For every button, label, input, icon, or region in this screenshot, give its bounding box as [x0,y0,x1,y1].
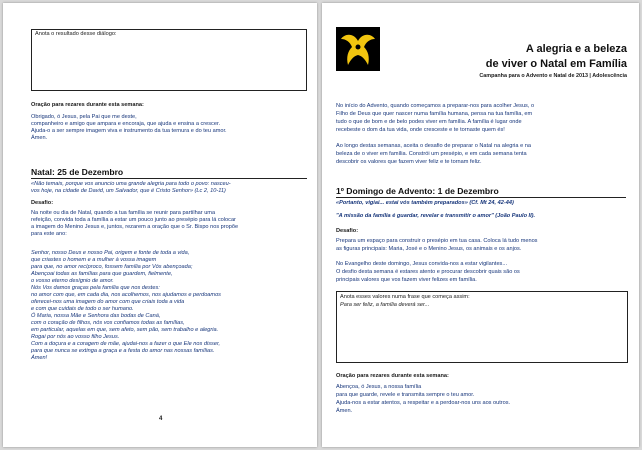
section-title: Natal: 25 de Dezembro [31,167,124,177]
prayer-line: em particular, aquelas em que, sem afeto, sem pão, sem trabalho e alegria. [31,327,219,333]
prayer-line: o vosso eterno desígnio de amor. [31,278,114,284]
prayer-line: Nós Vos damos graças pela família que nos destes: [31,285,160,291]
right-page [322,3,639,447]
quote-line: «Portanto, vigiai... estai vós também preparados» (Cf. Mt 24, 42-44) [336,200,514,206]
prayer-line: com o coração de filhos, nós vos confiamos todas as famílias, [31,320,185,326]
dialogue-notes-box[interactable] [31,29,307,91]
prayer-line: Ajuda-o a ser sempre imagem viva e instrumento da tua ternura e do teu amor. [31,128,227,134]
challenge-line: para este ano: [31,231,67,237]
quote-line: «Não temais, porque vos anuncio uma grande alegria para todo o povo: nasceu- [31,181,231,187]
prayer-heading: Oração para rezares durante esta semana: [336,373,449,379]
prayer-line: Ámen. [31,135,48,141]
dove-logo [336,27,380,71]
box-prompt: Anota esses valores numa frase que começa assim: [340,294,470,300]
prayer-line: e com que cuidais de todo o ser humano. [31,306,134,312]
intro-line: Ao longo destas semanas, aceita o desafio de preparar o Natal na alegria e na [336,143,531,149]
intro-line: tudo o que de bom e de belo podes viver em família. A família é lugar onde [336,119,522,125]
box-prompt: Anota o resultado desse diálogo: [35,31,117,37]
prayer-line: oferecei-nos uma imagem do amor com que criais toda a vida [31,299,185,305]
prayer-line: companheiro e amigo que ampara e encoraja, que ajuda e ensina a crescer. [31,121,221,127]
gospel-line: O desfio desta semana é estares atento e procurar descobrir quais são os [336,269,520,275]
prayer-line: que criastes o homem e a mulher à vossa imagem [31,257,157,263]
challenge-line: Na noite ou dia de Natal, quando a tua família se reunir para partilhar uma [31,210,216,216]
challenge-heading: Desafio: [31,200,54,206]
page-number: 4 [159,416,163,422]
intro-line: descobrir os valores que fazem viver feliz e te tornam feliz. [336,159,482,165]
prayer-line: Ó Maria, nossa Mãe e Senhora das bodas de Caná, [31,313,161,319]
prayer-line: no amor com que, em cada dia, nos acolhemos, nos ajudamos e perdoamos [31,292,221,298]
quote-line: vos hoje, na cidade de David, um Salvador, que é Cristo Senhor» (Lc 2, 10-11) [31,188,226,194]
prayer-line: Ámen! [31,355,48,361]
gospel-line: principais valores que vos fazem viver felizes em família. [336,277,477,283]
section-rule [336,197,626,198]
challenge-line: a imagem do Menino Jesus e, juntos, rezarem a oração que o Sr. Bispo nos propõe [31,224,239,230]
section-rule [31,178,307,179]
challenge-line: Prepara um espaço para construir o presépio em tua casa. Coloca lá tudo menos [336,238,538,244]
gospel-line: No Evangelho deste domingo, Jesus convida-nos a estar vigilantes... [336,261,508,267]
challenge-heading: Desafio: [336,228,359,234]
subtitle: Campanha para o Advento e Natal de 2013 | Adolescência [479,73,627,79]
prayer-line: para que guarde, revele e transmita sempre o teu amor. [336,392,475,398]
intro-line: No início do Advento, quando começamos a preparar-nos para acolher Jesus, o [336,103,535,109]
page-title: A alegria e a beleza [525,43,627,55]
page-title-line2: de viver o Natal em Família [485,58,627,70]
values-notes-box[interactable] [336,291,628,363]
box-example: Para ser feliz, a família deverá ser... [340,302,430,308]
left-page [3,3,317,447]
quote-line: "A missão da família é guardar, revelar e transmitir o amor" (João Paulo II). [336,213,536,219]
prayer-line: para que, no amor recíproco, fossem família por Vós abençoada; [31,264,193,270]
prayer-line: Ámen. [336,408,353,414]
prayer-heading: Oração para rezares durante esta semana: [31,102,144,108]
section-title: 1º Domingo de Advento: 1 de Dezembro [336,186,499,196]
prayer-line: Abençoa, ó Jesus, a nossa família [336,384,422,390]
prayer-line: Obrigado, ó Jesus, pela Pai que me deste, [31,114,137,120]
dove-icon [336,27,380,71]
prayer-line: Rogai por nós ao vosso filho Jesus. [31,334,120,340]
challenge-line: refeição, convida toda a família a estar um pouco junto ao presépio para lá colocar [31,217,236,223]
intro-line: recebeste o dom da tua vida, onde cresceste e te tornaste quem és! [336,127,505,133]
prayer-line: Com a doçura e a coragem de mãe, ajudai-nos a fazer o que Ele nos disser, [31,341,221,347]
prayer-line: Senhor, nosso Deus e nosso Pai, origem e fonte de toda a vida, [31,250,190,256]
intro-line: beleza de o viver em família. Constrói um presépio, e em cada semana tenta [336,151,527,157]
challenge-line: as figuras principais: Maria, José e o Menino Jesus, os animais e os anjos. [336,246,522,252]
prayer-line: Ajuda-nos a estar atentos, a respeitar e a perdoar-nos uns aos outros. [336,400,511,406]
intro-line: Filho de Deus que quer nascer numa família humana, pensa na tua família, em [336,111,533,117]
prayer-line: Abençoai todas as famílias para que guardem, fielmente, [31,271,173,277]
prayer-line: para que nunca se extinga a graça e a festa do amor nas nossas famílias. [31,348,215,354]
